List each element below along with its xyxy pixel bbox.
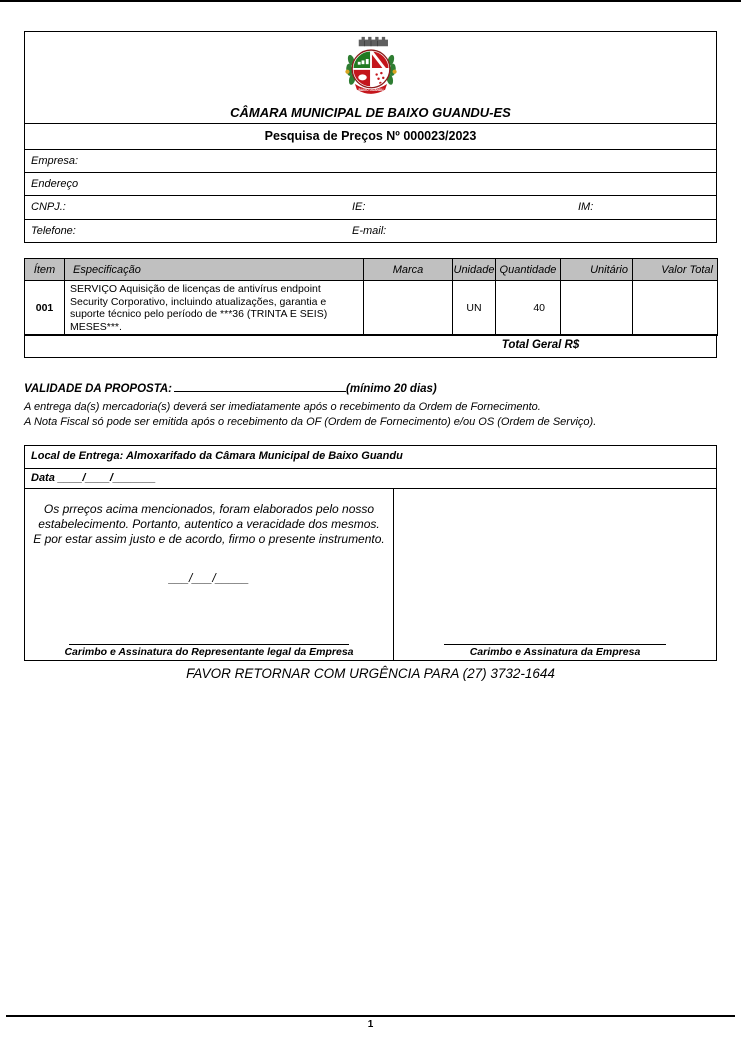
urgency-note: FAVOR RETORNAR COM URGÊNCIA PARA (27) 3732-1644 xyxy=(186,666,555,681)
header-quantidade: Quantidade xyxy=(496,259,561,281)
im-label: IM: xyxy=(578,201,594,213)
header-valor-total: Valor Total xyxy=(633,259,718,281)
header-marca: Marca xyxy=(364,259,453,281)
signature-cell-right xyxy=(394,489,716,660)
telefone-label: Telefone: xyxy=(31,225,76,237)
cell-valor-total xyxy=(633,281,718,336)
coat-of-arms-icon xyxy=(342,34,400,105)
signature-block-right xyxy=(394,644,716,658)
cell-marca xyxy=(364,281,453,336)
validity-label: VALIDADE DA PROPOSTA: xyxy=(24,383,173,395)
total-geral-label: Total Geral R$ xyxy=(501,339,580,351)
cell-especificacao: SERVIÇO Aquisição de licenças de antivírus endpoint Security Corporativo, incluindo atualizações, garantia e suporte técnico pelo período de ***36 (TRINTA E SEIS) MESES***. xyxy=(65,281,364,336)
validity-blank-line xyxy=(174,381,346,392)
declaration-date-blank: ___/___/_____ xyxy=(168,571,250,585)
doc-title: Pesquisa de Preços Nº 000023/2023 xyxy=(264,129,477,143)
page-top-rule xyxy=(0,0,741,2)
logo-banner-text: BAIXO GUANDU xyxy=(358,88,383,93)
header-form-box xyxy=(24,31,717,243)
signature-cell-left xyxy=(25,489,394,660)
header-especificacao: Especificação xyxy=(65,259,364,281)
cell-quantidade: 40 xyxy=(496,281,561,336)
table-row xyxy=(25,281,718,336)
declaration-text: Os prreços acima mencionados, foram elaborados pelo nosso estabelecimento. Portanto, autentico a veracidade dos mesmos. E por estar assim justo e de acordo, firmo o presente instrumento. xyxy=(33,502,385,546)
header-unidade: Unidade xyxy=(453,259,496,281)
telefone-email-field xyxy=(25,219,716,242)
cnpj-ie-im-field xyxy=(25,195,716,219)
total-geral-bar xyxy=(24,334,717,358)
signature-left-label: Carimbo e Assinatura do Representante legal da Empresa xyxy=(64,646,354,658)
items-table xyxy=(24,258,717,336)
delivery-box xyxy=(24,445,717,661)
endereco-label: Endereço xyxy=(31,178,79,190)
cnpj-label: CNPJ.: xyxy=(31,201,66,213)
header-item: Ítem xyxy=(25,259,65,281)
validity-section xyxy=(24,381,717,428)
signature-block-left xyxy=(25,644,393,658)
empresa-field xyxy=(25,149,716,172)
data-row xyxy=(25,468,716,488)
email-label: E-mail: xyxy=(352,225,387,237)
org-title: CÂMARA MUNICIPAL DE BAIXO GUANDU-ES xyxy=(230,105,511,120)
doc-title-row xyxy=(25,123,716,149)
cell-unitario xyxy=(561,281,633,336)
delivery-note-1: A entrega da(s) mercadoria(s) deverá ser imediatamente após o recebimento da Ordem de Fornecimento. xyxy=(24,401,541,413)
signature-right-label: Carimbo e Assinatura da Empresa xyxy=(469,646,641,658)
validity-line xyxy=(24,381,717,395)
delivery-note-2: A Nota Fiscal só pode ser emitida após o recebimento da OF (Ordem de Fornecimento) e/ou OS (Ordem de Serviço). xyxy=(24,416,597,428)
header-logo-row xyxy=(25,32,716,123)
empresa-label: Empresa: xyxy=(31,155,79,167)
items-table-header-row xyxy=(25,259,718,281)
local-entrega-row xyxy=(25,446,716,468)
page-footer-rule xyxy=(6,1015,735,1017)
validity-suffix: (mínimo 20 dias) xyxy=(346,383,437,395)
data-label: Data ____/____/_______ xyxy=(31,472,156,484)
header-unitario: Unitário xyxy=(561,259,633,281)
ie-label: IE: xyxy=(352,201,366,213)
signature-area xyxy=(25,488,716,660)
cell-unidade: UN xyxy=(453,281,496,336)
endereco-field xyxy=(25,172,716,195)
local-entrega-label: Local de Entrega: Almoxarifado da Câmara Municipal de Baixo Guandu xyxy=(31,450,403,462)
cell-item-code: 001 xyxy=(25,281,65,336)
page-number: 1 xyxy=(367,1019,374,1030)
